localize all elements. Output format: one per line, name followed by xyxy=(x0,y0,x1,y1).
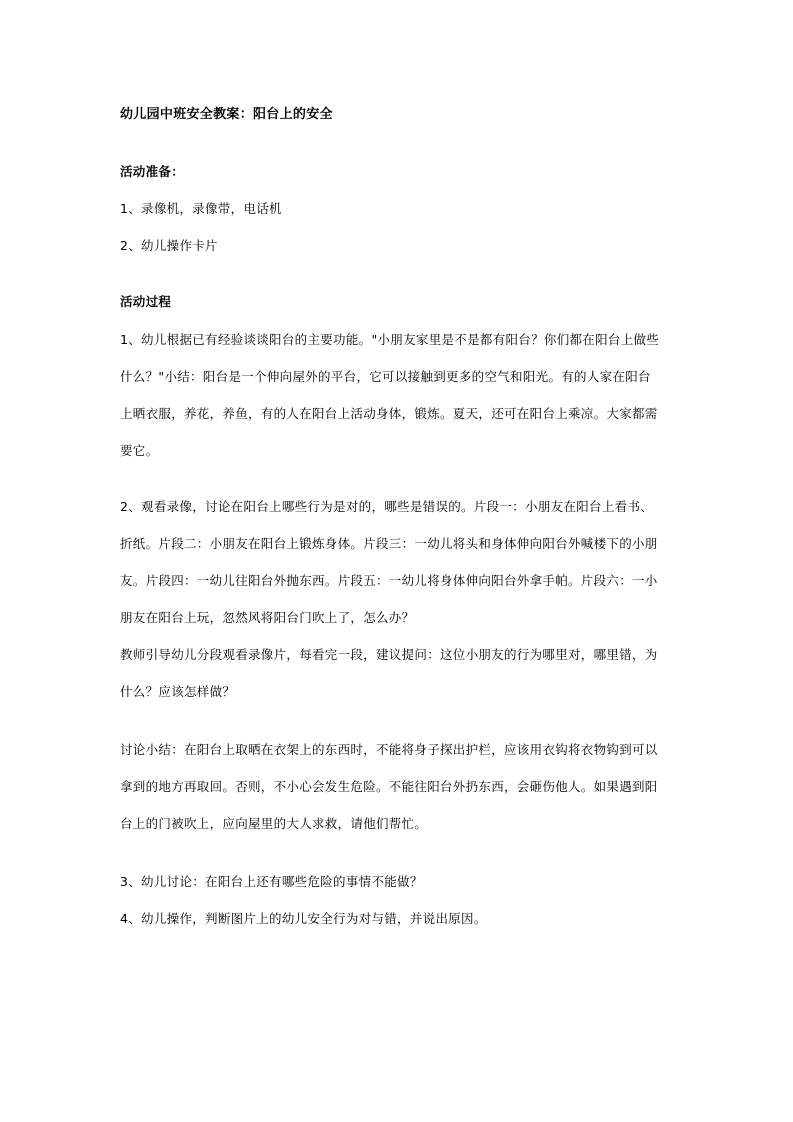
prep-item: 1、录像机，录像带，电话机 xyxy=(120,201,282,216)
step2-line: 友。片段四：一幼儿往阳台外抛东西。片段五：一幼儿将身体伸向阳台外拿手帕。片段六：一小 xyxy=(120,573,658,588)
prep-item: 2、幼儿操作卡片 xyxy=(120,238,218,253)
step3-line: 3、幼儿讨论：在阳台上还有哪些危险的事情不能做？ xyxy=(120,874,423,889)
step1-line: 1、幼儿根据已有经验谈谈阳台的主要功能。"小朋友家里是不是都有阳台？你们都在阳台上做些 xyxy=(120,332,660,347)
step1-line: 要它。 xyxy=(120,443,159,458)
summary-line: 台上的门被吹上，应向屋里的大人求救，请他们帮忙。 xyxy=(120,816,428,831)
prep-heading: 活动准备： xyxy=(120,164,185,179)
step2-line: 折纸。片段二：小朋友在阳台上锻炼身体。片段三：一幼儿将头和身体伸向阳台外喊楼下的小朋 xyxy=(120,536,658,551)
document-title: 幼儿园中班安全教案：阳台上的安全 xyxy=(120,107,333,122)
step2-line: 朋友在阳台上玩，忽然风将阳台门吹上了，怎么办？ xyxy=(120,610,415,625)
step2-line: 2、观看录像，讨论在阳台上哪些行为是对的，哪些是错误的。片段一：小朋友在阳台上看书、 xyxy=(120,499,654,514)
step2-line: 教师引导幼儿分段观看录像片，每看完一段，建议提问：这位小朋友的行为哪里对，哪里错，为 xyxy=(120,647,658,662)
summary-line: 讨论小结：在阳台上取晒在衣架上的东西时，不能将身子探出护栏，应该用衣钩将衣物钩到可以 xyxy=(120,742,658,757)
step1-line: 上晒衣服，养花，养鱼，有的人在阳台上活动身体，锻炼。夏天，还可在阳台上乘凉。大家都需 xyxy=(120,406,658,421)
step2-line: 什么？应该怎样做？ xyxy=(120,684,236,699)
summary-line: 拿到的地方再取回。否则，不小心会发生危险。不能往阳台外扔东西，会砸伤他人。如果遇到阳 xyxy=(120,779,658,794)
step4-line: 4、幼儿操作，判断图片上的幼儿安全行为对与错，并说出原因。 xyxy=(120,911,487,926)
process-heading: 活动过程 xyxy=(120,294,172,309)
step1-line: 什么？"小结：阳台是一个伸向屋外的平台，它可以接触到更多的空气和阳光。有的人家在阳台 xyxy=(120,369,651,384)
